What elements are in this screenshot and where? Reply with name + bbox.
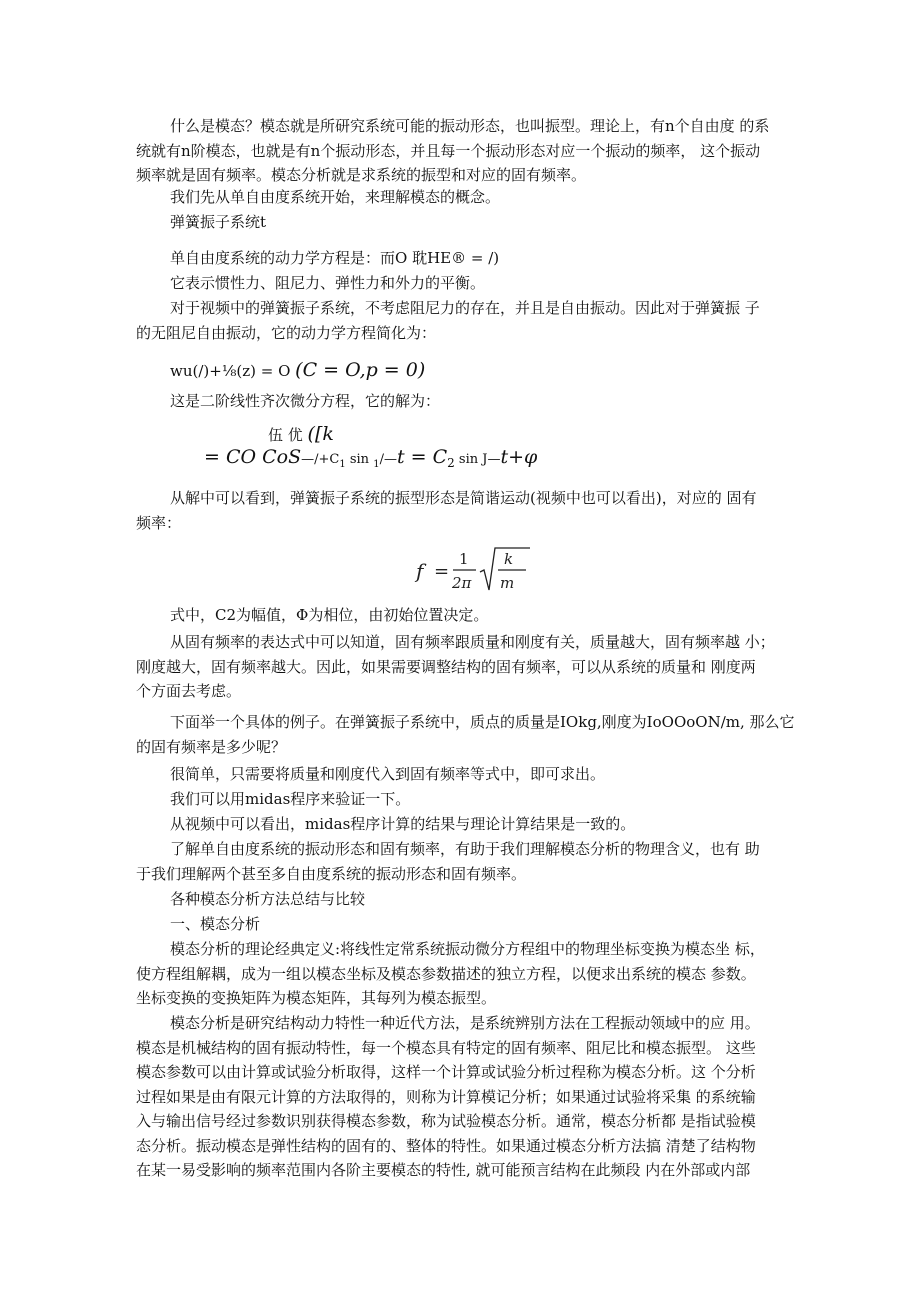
text-line: 了解单自由度系统的振动形态和固有频率，有助于我们理解模态分析的物理含义，也有 助: [170, 840, 760, 858]
paragraph-modal-definition: [136, 114, 784, 188]
equation-part: t = C: [396, 446, 448, 468]
text-line: 的固有频率是多少呢？: [136, 737, 287, 756]
paragraph-example: [136, 710, 795, 759]
formula-k: k: [504, 550, 514, 568]
paragraph-simple-answer: 很简单，只需要将质量和刚度代入到固有频率等式中，即可求出。: [170, 765, 606, 783]
text-line: 态分析。振动模态是弹性结构的固有的、整体的特性。如果通过模态分析方法搞 清楚了结构物: [136, 1136, 756, 1155]
formula-m: m: [500, 574, 515, 592]
formula-f: f: [416, 559, 424, 583]
text-line: 频率：: [136, 513, 182, 532]
text-line: 过程如果是由有限元计算的方法取得的，则称为计算模记分析；如果通过试验将采集 的系统输: [136, 1087, 756, 1106]
text-line: 从固有频率的表达式中可以知道，固有频率跟质量和刚度有关，质量越大，固有频率越 小；: [170, 633, 775, 651]
text-line: 从解中可以看到，弹簧振子系统的振型形态是简谐运动(视频中也可以看出)，对应的 固有: [170, 489, 757, 507]
equation-left: wu(/)+⅛(z) = O: [170, 362, 296, 380]
paragraph-modal-method: [136, 1011, 784, 1183]
text-line: 坐标变换的变换矩阵为模态矩阵，其每列为模态振型。: [136, 989, 497, 1007]
equation-part: t+φ: [500, 446, 538, 468]
equation-subscript: 1: [373, 459, 380, 470]
text-line: 下面举一个具体的例子。在弹簧振子系统中，质点的质量是IOkg,刚度为IoOOoON∕m, 那么它: [170, 713, 795, 731]
text-line: 对于视频中的弹簧振子系统，不考虑阻尼力的存在，并且是自由振动。因此对于弹簧振 子: [170, 299, 760, 317]
paragraph-dynamics-equation: 单自由度系统的动力学方程是：而O 耽HE® = /): [170, 249, 500, 267]
paragraph-understanding: [136, 837, 784, 886]
equation-part: /—: [379, 452, 397, 467]
formula-numerator: 1: [459, 550, 469, 568]
text-line: 于我们理解两个甚至多自由度系统的振动形态和固有频率。: [136, 864, 527, 883]
text-line: 个方面去考虑。: [136, 682, 242, 700]
text-line: 使方程组解耦，成为一组以模态坐标及模态参数描述的独立方程，以便求出系统的模态 参数。: [136, 964, 756, 983]
text-line: 的无阻尼自由振动，它的动力学方程简化为：: [136, 323, 437, 342]
text-line: 入与输出信号经过参数识别获得模态参数，称为试验模态分析。通常，模态分析都 是指试验模: [136, 1112, 756, 1130]
text-line: 模态分析是研究结构动力特性一种近代方法，是系统辨别方法在工程振动领域中的应 用。: [170, 1014, 760, 1032]
text-line: 频率就是固有频率。模态分析就是求系统的振型和对应的固有频率。: [136, 166, 587, 184]
equation-subscript: 1: [339, 459, 346, 470]
paragraph-harmonic-motion: [136, 486, 784, 535]
equation-part: = CO CoS: [204, 446, 302, 468]
text-line: 刚度越大，固有频率越大。因此，如果需要调整结构的固有频率，可以从系统的质量和 刚度两: [136, 657, 756, 676]
text-line: 在某一易受影响的频率范围内各阶主要模态的特性, 就可能预言结构在此频段 内在外部或内部: [136, 1161, 751, 1179]
text-line: 统就有n阶模态，也就是有n个振动形态，并且每一个振动形态对应一个振动的频率， 这个振动: [136, 141, 761, 160]
paragraph-classic-definition: [136, 937, 784, 1011]
text-line: 模态是机械结构的固有振动特性，每一个模态具有特定的固有频率、阻尼比和模态振型。 这些: [136, 1038, 756, 1057]
paragraph-amplitude-phase: 式中，C2为幅值，Φ为相位，由初始位置决定。: [170, 606, 489, 624]
paragraph-force-balance: 它表示惯性力、阻尼力、弹性力和外力的平衡。: [170, 274, 486, 292]
text-line: 什么是模态？模态就是所研究系统可能的振动形态，也叫振型。理论上，有n个自由度 的系: [170, 117, 770, 135]
natural-frequency-formula: [412, 542, 537, 598]
paragraph-midas-result: 从视频中可以看出，midas程序计算的结果与理论计算结果是一致的。: [170, 815, 636, 833]
equation-solution: [204, 444, 537, 478]
equation-simplified: [170, 356, 425, 385]
paragraph-frequency-factors: [136, 630, 784, 704]
section-heading-methods: 各种模态分析方法总结与比较: [170, 890, 366, 908]
equation-part: sin: [345, 452, 374, 467]
text-line: 模态分析的理论经典定义:将线性定常系统振动微分方程组中的物理坐标变换为模态坐 标，: [170, 940, 765, 958]
equation-subscript: 2: [447, 456, 455, 470]
formula-denominator: 2π: [452, 574, 472, 592]
equation-part: sin J—: [454, 452, 501, 467]
paragraph-sdof-intro: 我们先从单自由度系统开始，来理解模态的概念。: [170, 188, 501, 206]
equation-conditions: (C = O,p = 0): [295, 359, 426, 381]
formula-equals: =: [434, 561, 450, 582]
equation-part: —/+C: [301, 452, 340, 467]
paragraph-midas-verify: 我们可以用midas程序来验证一下。: [170, 790, 411, 808]
text-line: 模态参数可以由计算或试验分析取得，这样一个计算或试验分析过程称为模态分析。这 个分析: [136, 1063, 756, 1081]
section-heading-modal-analysis: 一、模态分析: [170, 915, 261, 933]
equation-top-italic: ([k: [307, 423, 334, 445]
paragraph-solution-intro: 这是二阶线性齐次微分方程，它的解为：: [170, 392, 441, 410]
paragraph-undamped-free: [136, 296, 784, 345]
paragraph-spring-oscillator: 弹簧振子系统t: [170, 213, 267, 231]
equation-top-text: 伍 优: [268, 426, 308, 444]
